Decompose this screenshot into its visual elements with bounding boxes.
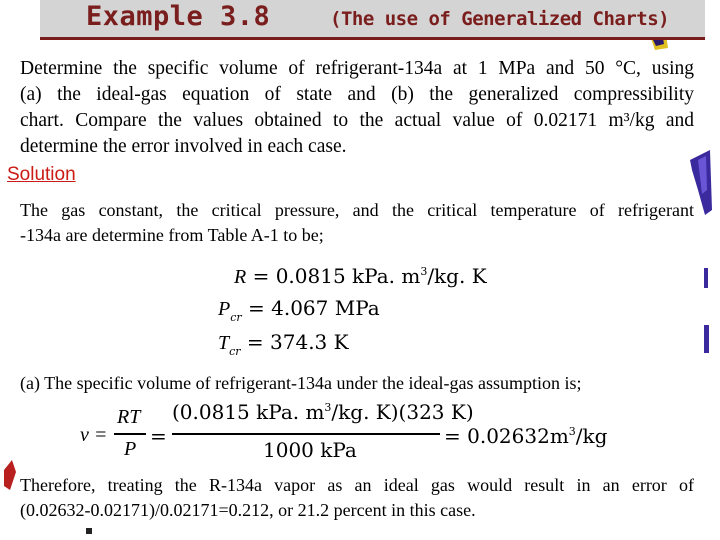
p-symbol: P [218, 298, 231, 320]
fraction-line [172, 433, 440, 435]
p-value: = 4.067 MPa [248, 296, 380, 320]
rt-numerator: RT [117, 406, 141, 428]
gas-constant-equation [234, 264, 487, 289]
numerator-left: (0.0815 kPa. m [172, 400, 325, 424]
critical-temperature-equation [218, 330, 349, 358]
result-expression [444, 424, 607, 448]
result-value: = 0.02632m [444, 424, 569, 448]
constants-line: -134a are determine from Table A-1 to be; [20, 225, 324, 245]
part-a-line: (a) The specific volume of refrigerant-134a under the ideal-gas assumption is; [20, 373, 582, 393]
result-unit: /kg [575, 424, 608, 448]
t-subscript: cr [229, 345, 241, 358]
numerator-right: /kg. K)(323 K) [331, 400, 474, 424]
problem-line: Determine the specific volume of refrigerant-134a at 1 MPa and 50 °C, using [20, 58, 694, 79]
p-denominator: P [124, 438, 137, 460]
problem-statement [20, 56, 694, 160]
numerator-expression [172, 400, 474, 424]
critical-pressure-equation [218, 296, 380, 324]
part-a-text [20, 371, 694, 396]
r-symbol: R [234, 266, 247, 288]
example-title: Example 3.8 [86, 1, 271, 32]
v-symbol: v = [80, 424, 108, 446]
conclusion [20, 473, 694, 523]
t-value: = 374.3 K [246, 330, 349, 354]
solution-heading: Solution [7, 164, 76, 185]
r-unit: /kg. K [427, 264, 487, 288]
problem-line: chart. Compare the values obtained to the actual value of 0.02171 m³/kg and [20, 110, 694, 131]
fraction-line [114, 433, 146, 435]
title-bar [40, 0, 705, 40]
numerator-exponent: 3 [324, 401, 332, 414]
constants-intro [20, 198, 694, 248]
problem-line: determine the error involved in each case. [20, 136, 347, 157]
problem-line: (a) the ideal-gas equation of state and (b) the generalized compressibility [20, 84, 694, 105]
t-symbol: T [218, 332, 230, 354]
example-subtitle: (The use of Generalized Charts) [330, 8, 670, 30]
result-exponent: 3 [568, 425, 576, 438]
equals-sign: = [150, 424, 167, 448]
conclusion-line: (0.02632-0.02171)/0.02171=0.212, or 21.2 percent in this case. [20, 500, 476, 520]
r-exponent: 3 [420, 265, 428, 278]
r-value: = 0.0815 kPa. m [252, 264, 421, 288]
denominator: 1000 kPa [263, 438, 357, 462]
constants-line: The gas constant, the critical pressure, and the critical temperature of refrigerant [20, 200, 694, 220]
conclusion-line: Therefore, treating the R-134a vapor as an ideal gas would result in an error of [20, 475, 694, 495]
p-subscript: cr [230, 311, 242, 324]
